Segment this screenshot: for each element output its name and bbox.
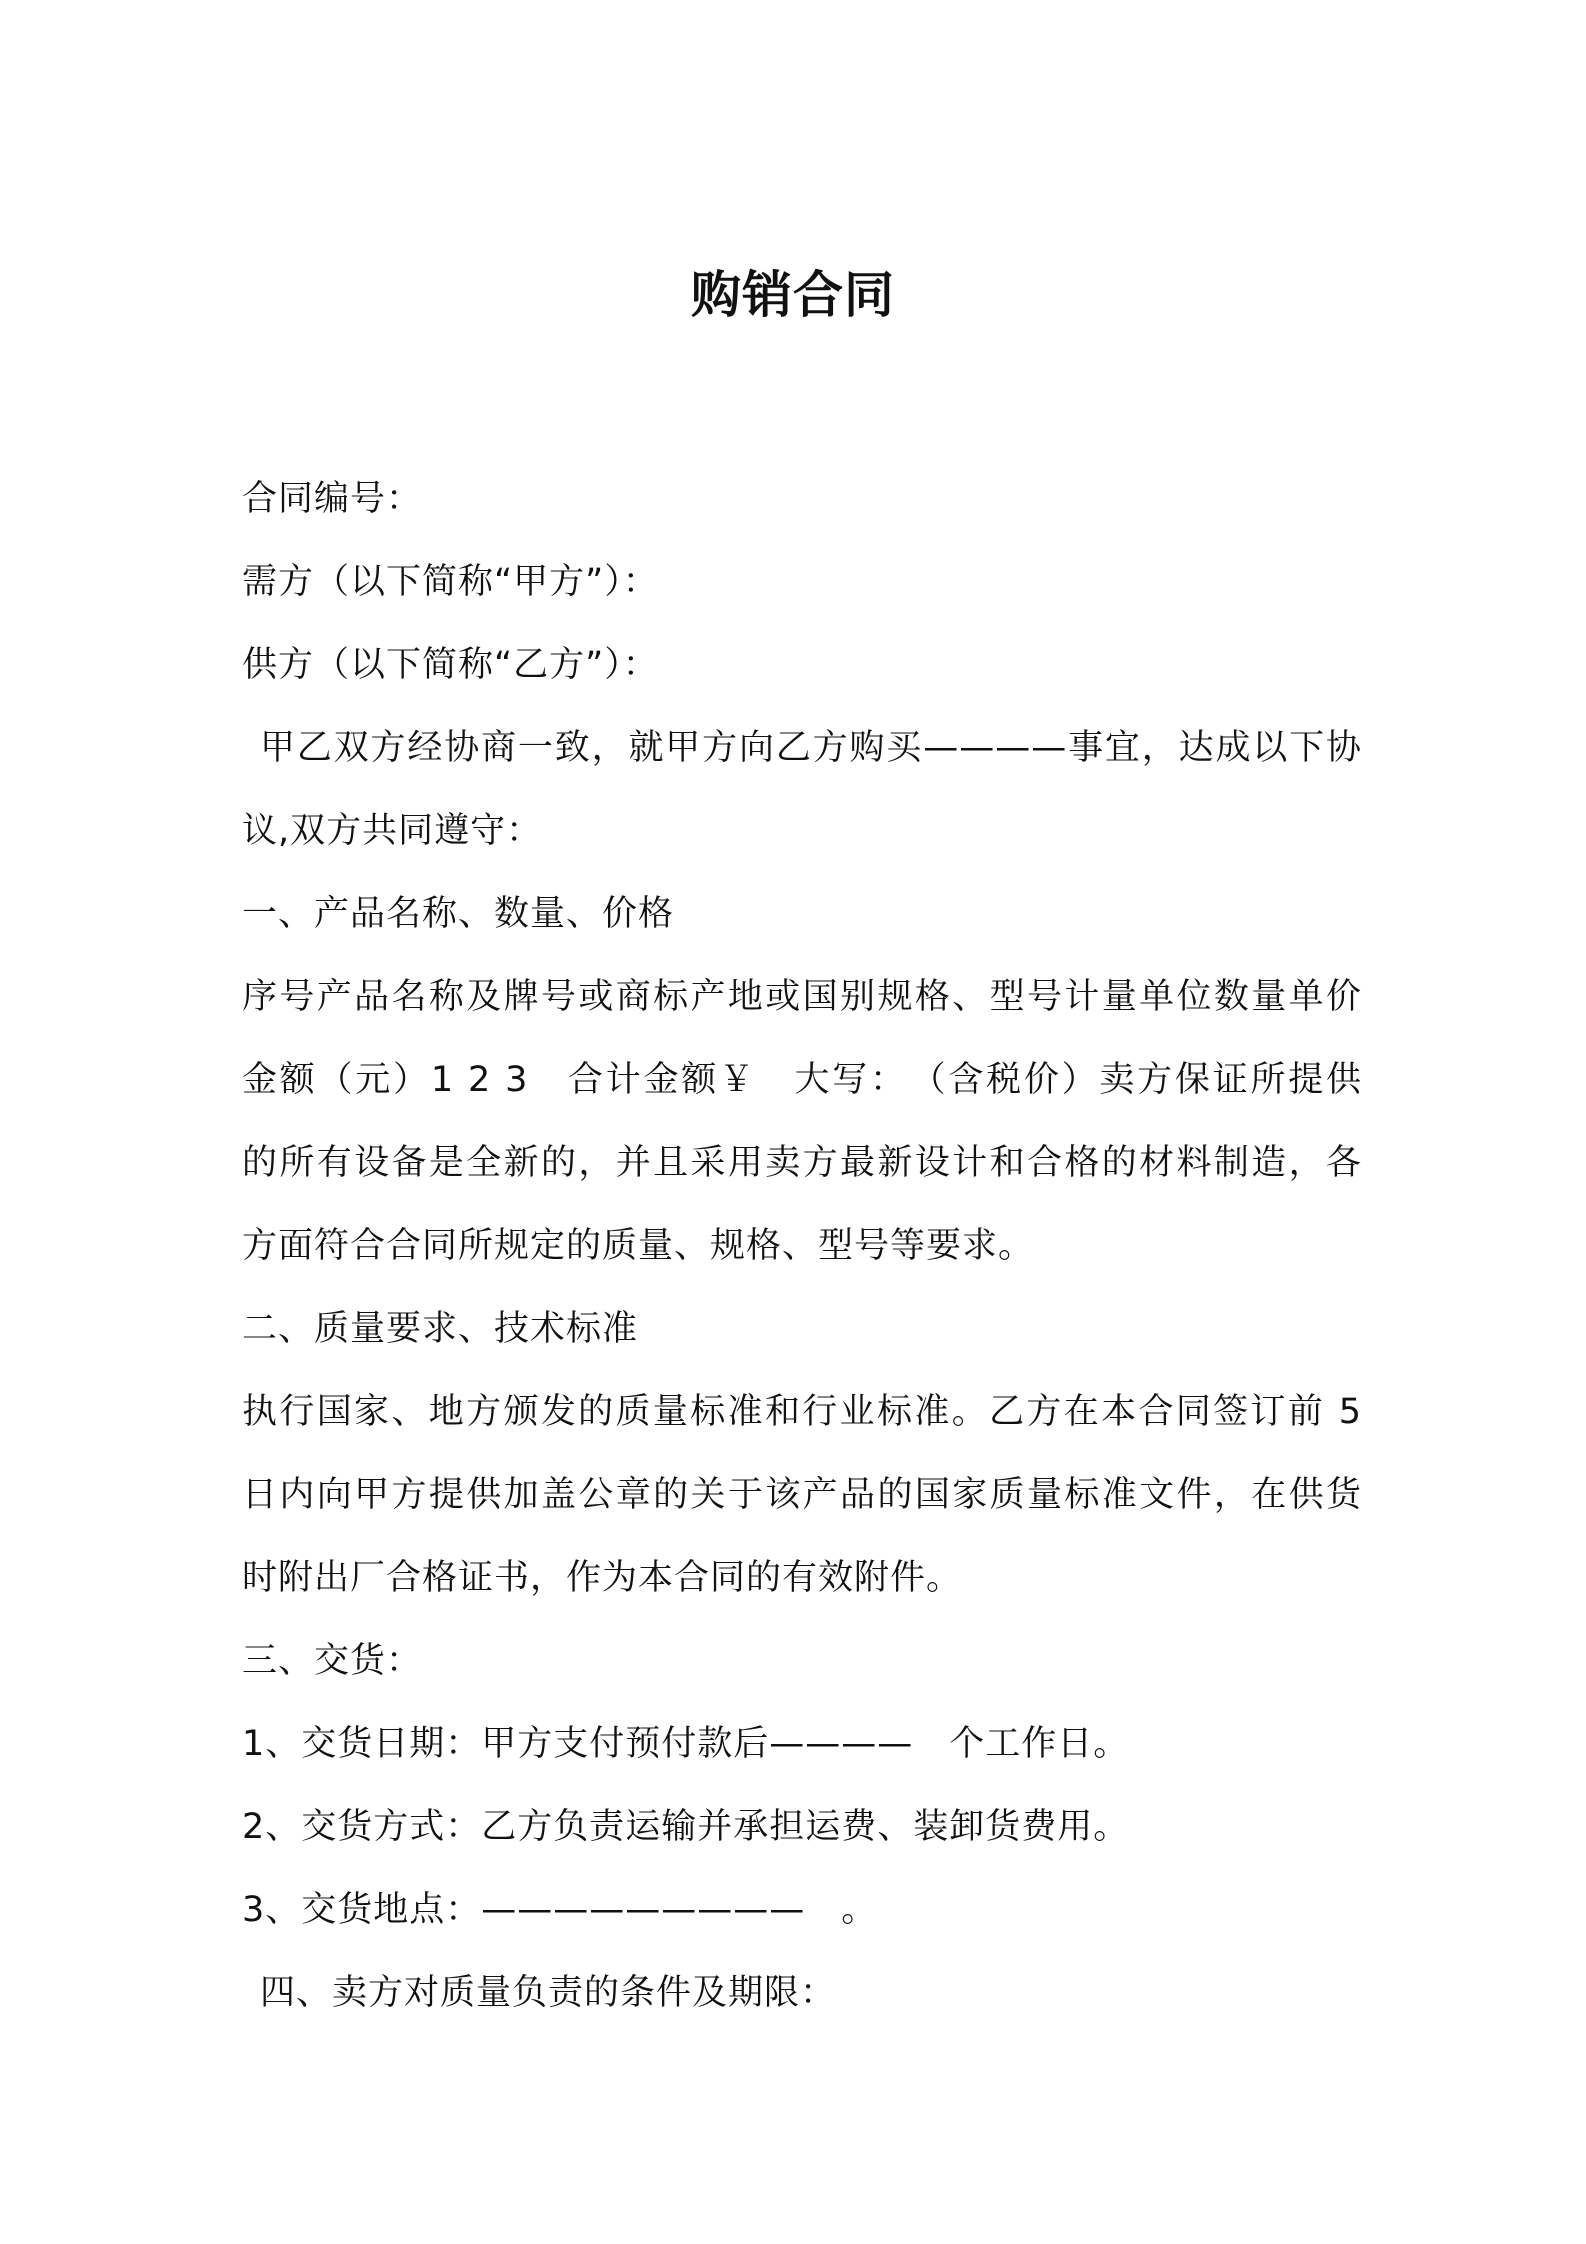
section-2-line-3: 时附出厂合格证书，作为本合同的有效附件。 [242,1558,963,1598]
section-1-line-1: 序号产品名称及牌号或商标产地或国别规格、型号计量单位数量单价 [242,977,1362,1017]
section-1-line-3: 的所有设备是全新的，并且采用卖方最新设计和合格的材料制造，各 [242,1143,1362,1183]
section-2-line-1: 执行国家、地方颁发的质量标准和行业标准。乙方在本合同签订前 5 [242,1392,1362,1432]
section-4-heading: 四、卖方对质量负责的条件及期限： [260,1973,837,2013]
contract-number-line: 合同编号： [242,479,423,519]
delivery-location-line: 3、交货地点：————————— 。 [242,1890,878,1930]
delivery-date-line: 1、交货日期：甲方支付预付款后———— 个工作日。 [242,1724,1130,1764]
section-1-line-2: 金额（元）1 2 3 合计金额￥ 大写： （含税价）卖方保证所提供 [242,1060,1362,1100]
section-2-heading: 二、质量要求、技术标准 [242,1309,639,1349]
seller-line: 供方（以下简称“乙方”）： [242,645,659,685]
delivery-method-line: 2、交货方式：乙方负责运输并承担运费、装卸货费用。 [242,1807,1130,1847]
document-body [242,458,1362,2035]
document-title: 购销合同 [691,266,895,324]
section-3-heading: 三、交货： [242,1641,423,1681]
section-1-heading: 一、产品名称、数量、价格 [242,894,675,934]
buyer-line: 需方（以下简称“甲方”）： [242,562,659,602]
agreement-intro-line-2: 议,双方共同遵守： [242,811,543,851]
section-1-line-4: 方面符合合同所规定的质量、规格、型号等要求。 [242,1226,1035,1266]
agreement-intro-line-1: 甲乙双方经协商一致，就甲方向乙方购买————事宜，达成以下协 [260,728,1362,768]
section-2-line-2: 日内向甲方提供加盖公章的关于该产品的国家质量标准文件，在供货 [242,1475,1362,1515]
